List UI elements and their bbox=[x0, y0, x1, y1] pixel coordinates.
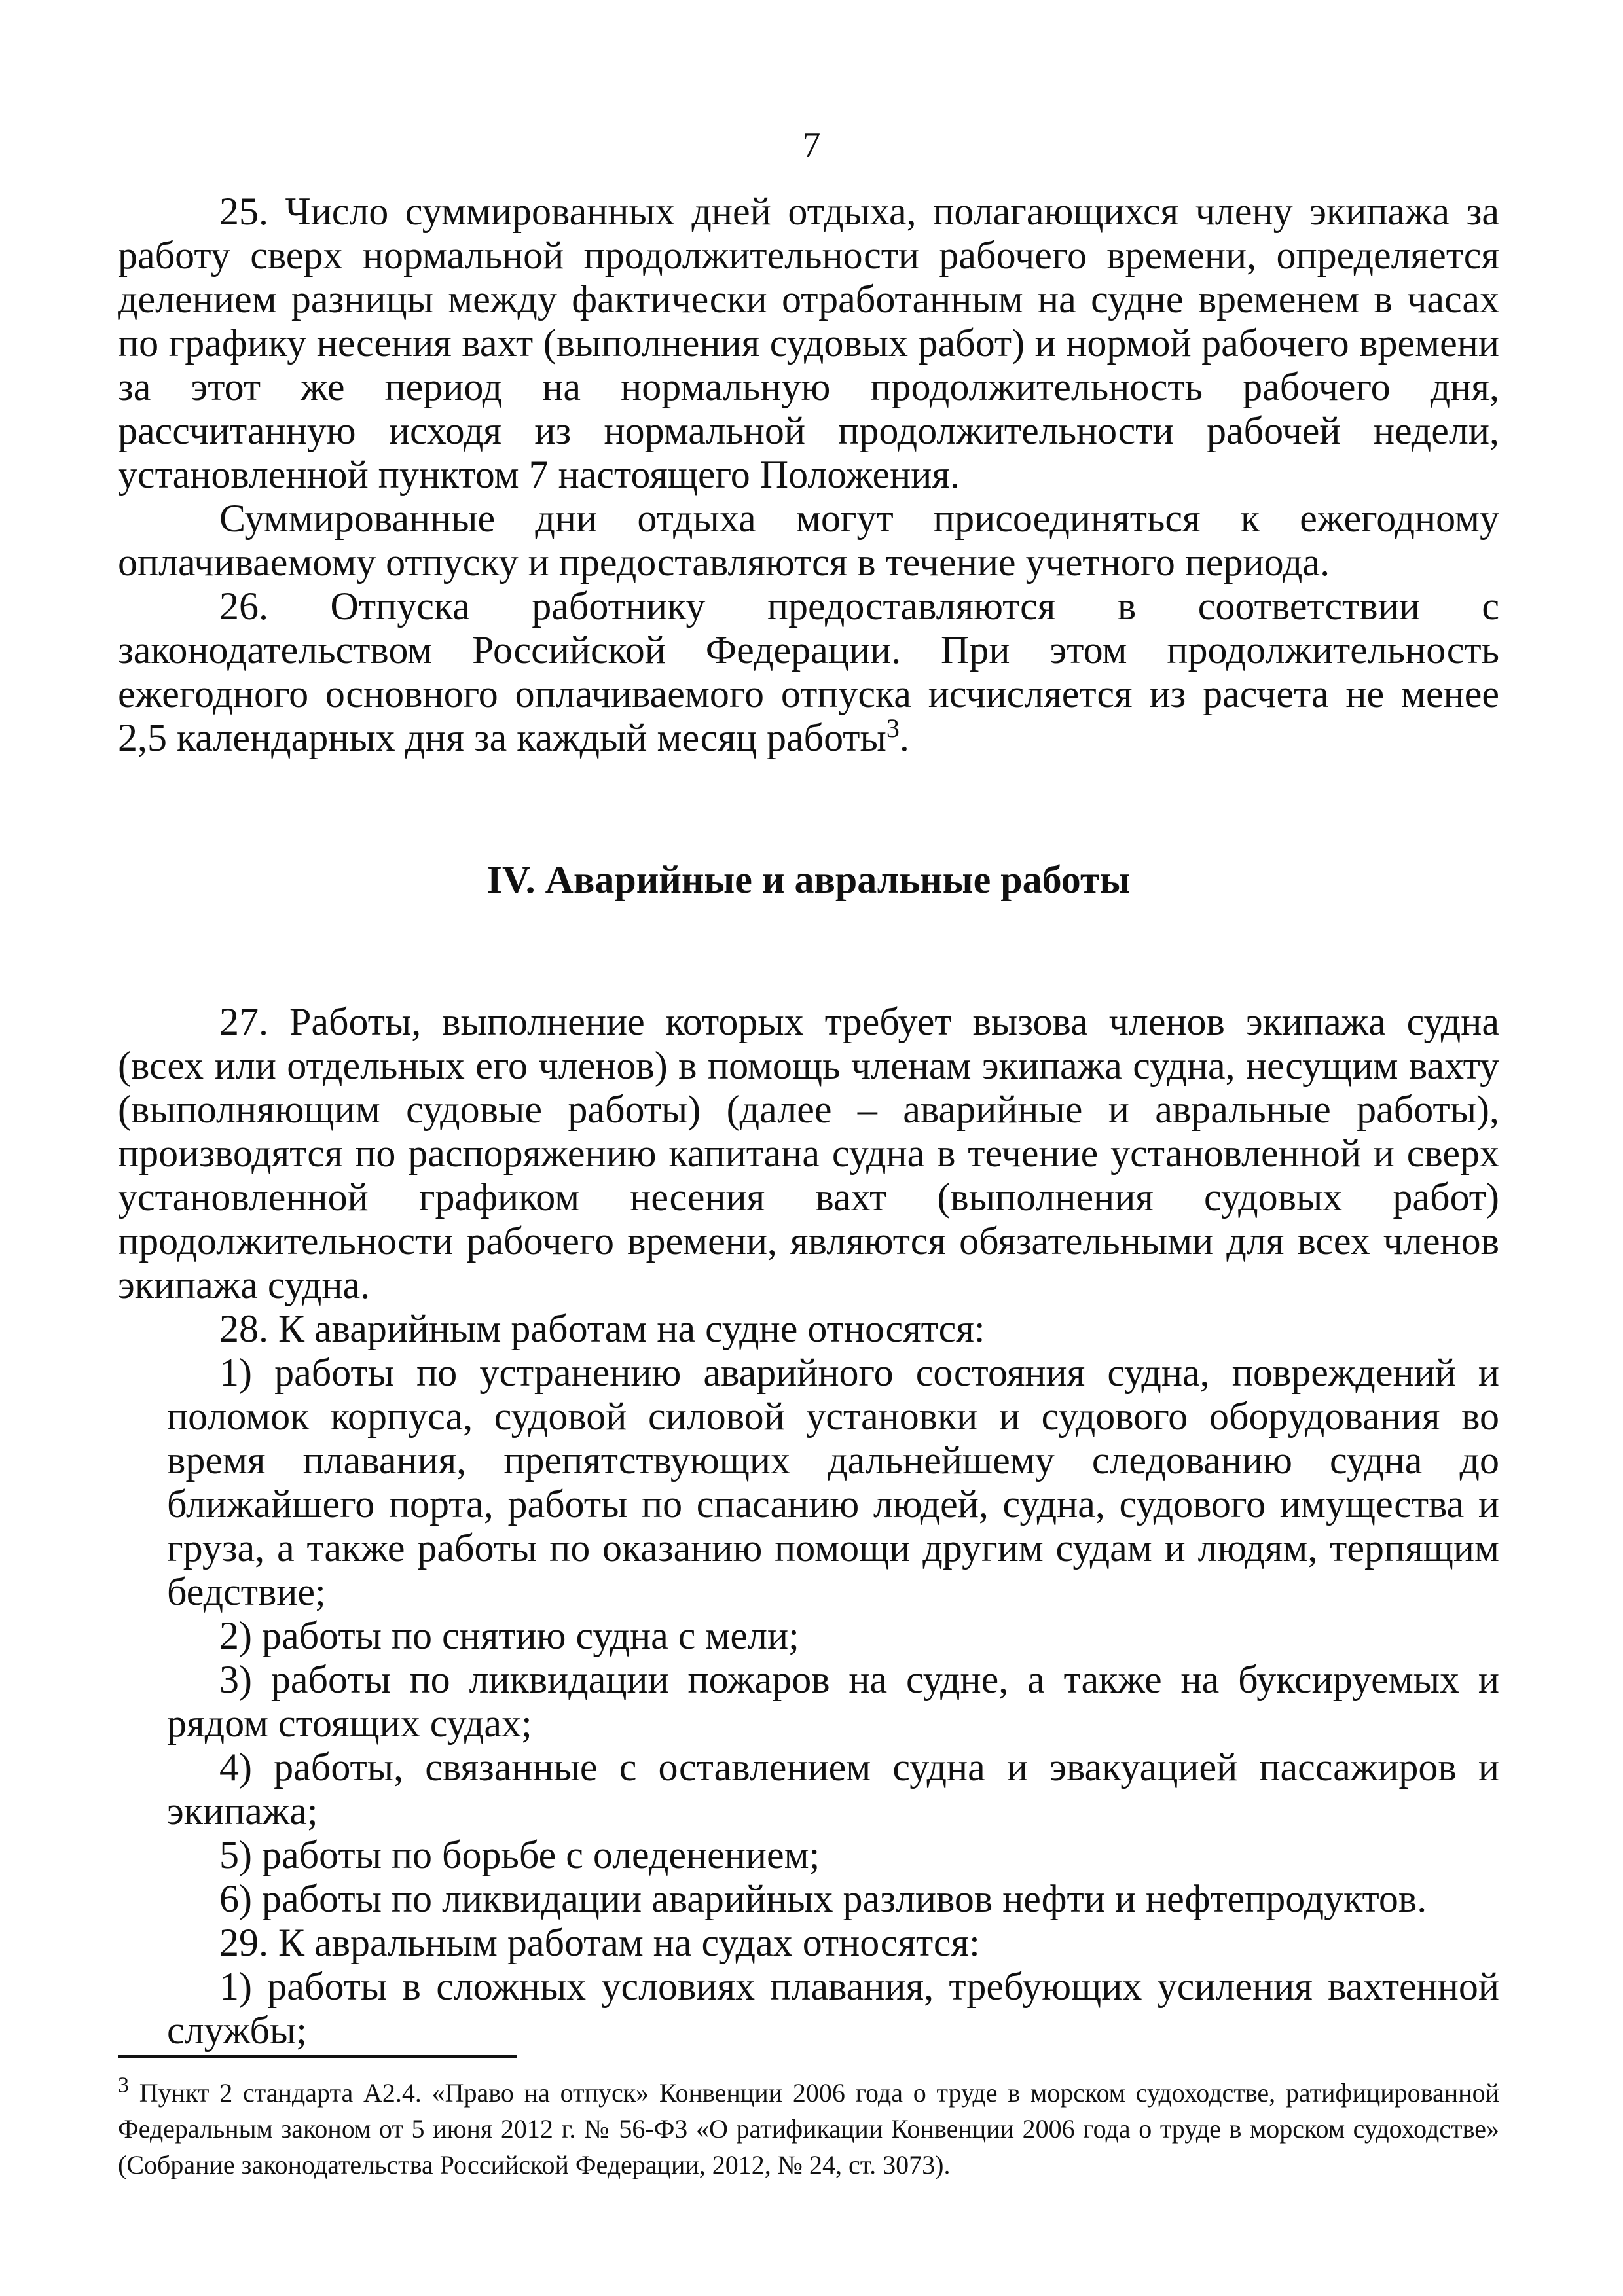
document-body bbox=[118, 190, 1499, 2053]
footnote bbox=[118, 2075, 1499, 2183]
list-item-29-1: 1) работы в сложных условиях плавания, требующих усиления вахтенной службы; bbox=[167, 1965, 1499, 2052]
list-item-28-1: 1) работы по устранению аварийного состояния судна, повреждений и поломок корпуса, судовой силовой установки и судового оборудования во время плавания, препятствующих дальнейшему следованию судна до ближайшего порта, работы по спасанию людей, судна, судового имущества и груза, а также работы по оказанию помощи другим судам и людям, терпящим бедствие; bbox=[167, 1351, 1499, 1613]
paragraph-26 bbox=[118, 584, 1499, 760]
paragraph-28: 28. К аварийным работам на судне относятся: bbox=[219, 1307, 985, 1350]
footnote-divider bbox=[118, 2055, 517, 2058]
paragraph-25: 25. Число суммированных дней отдыха, полагающихся члену экипажа за работу сверх нормальной продолжительности рабочего времени, определяется делением разницы между фактически отработанным на судне временем в часах по графику несения вахт (выполнения судовых работ) и нормой рабочего времени за этот же период на нормальную продолжительность рабочего дня, рассчитанную исходя из нормальной продолжительности рабочей недели, установленной пунктом 7 настоящего Положения. bbox=[118, 190, 1499, 496]
footnote-text: Пункт 2 стандарта А2.4. «Право на отпуск» Конвенции 2006 года о труде в морском судоходстве, ратифицированной Федеральным законом от 5 июня 2012 г. № 56-ФЗ «О ратификации Конвенции 2006 года о труде в морском судоходстве» (Собрание законодательства Российской Федерации, 2012, № 24, ст. 3073). bbox=[118, 2078, 1499, 2179]
section-heading: IV. Аварийные и авральные работы bbox=[486, 858, 1131, 901]
footnote-marker: 3 bbox=[118, 2073, 129, 2098]
list-item-28-3: 3) работы по ликвидации пожаров на судне, а также на буксируемых и рядом стоящих судах; bbox=[167, 1658, 1499, 1745]
paragraph-27: 27. Работы, выполнение которых требует вызова членов экипажа судна (всех или отдельных его членов) в помощь членам экипажа судна, несущим вахту (выполняющим судовые работы) (далее – аварийные и авральные работы), производятся по распоряжению капитана судна в течение установленной и сверх установленной графиком несения вахт (выполнения судовых работ) продолжительности рабочего времени, являются обязательными для всех членов экипажа судна. bbox=[118, 1000, 1499, 1306]
paragraph-29: 29. К авральным работам на судах относятся: bbox=[219, 1921, 980, 1964]
list-item-28-6: 6) работы по ликвидации аварийных разливов нефти и нефтепродуктов. bbox=[219, 1877, 1427, 1920]
list-item-28-2: 2) работы по снятию судна с мели; bbox=[219, 1614, 799, 1657]
list-item-28-5: 5) работы по борьбе с оледенением; bbox=[219, 1833, 820, 1876]
paragraph-26-end: . bbox=[899, 716, 909, 759]
paragraph-summed-days: Суммированные дни отдыха могут присоединяться к ежегодному оплачиваемому отпуску и предоставляются в течение учетного периода. bbox=[118, 497, 1499, 584]
list-item-28-4: 4) работы, связанные с оставлением судна и эвакуацией пассажиров и экипажа; bbox=[167, 1746, 1499, 1833]
page-number: 7 bbox=[802, 125, 821, 166]
footnote-reference: 3 bbox=[886, 713, 900, 743]
paragraph-26-text: 26. Отпуска работнику предоставляются в соответствии с законодательством Российской Федерации. При этом продолжительность ежегодного основного оплачиваемого отпуска исчисляется из расчета не менее 2,5 календарных дня за каждый месяц работы bbox=[118, 584, 1499, 759]
